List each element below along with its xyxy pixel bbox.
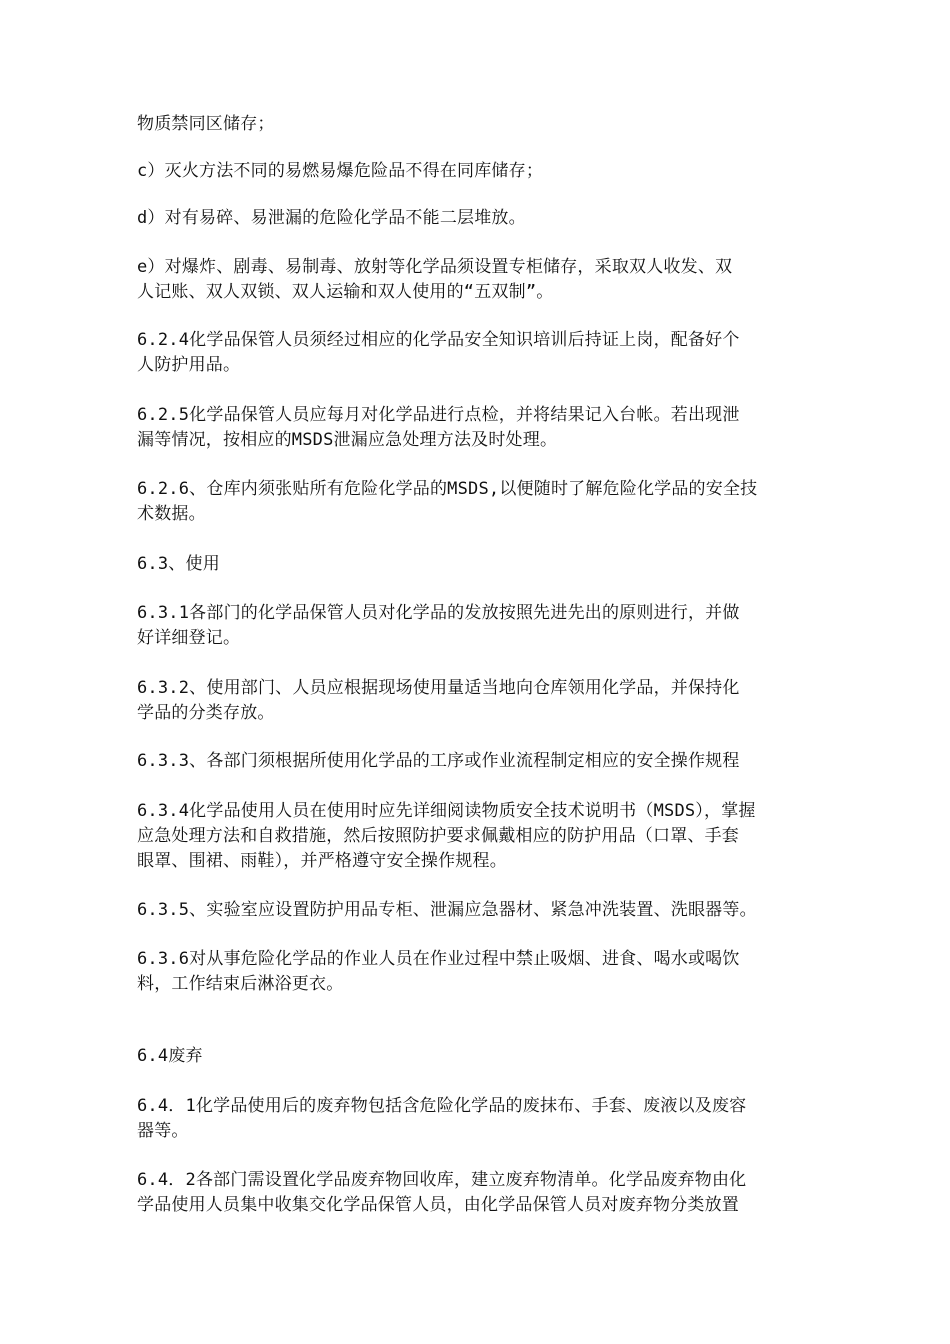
text-line: 人防护用品。 bbox=[137, 355, 241, 375]
text-line: 眼罩、围裙、雨鞋），并严格遵守安全操作规程。 bbox=[137, 851, 507, 871]
paragraph-3 bbox=[137, 206, 819, 231]
paragraph-12 bbox=[137, 799, 819, 874]
text-line: 6.3.5、实验室应设置防护用品专柜、泄漏应急器材、紧急冲洗装置、洗眼器等。 bbox=[137, 900, 757, 920]
paragraph-11 bbox=[137, 749, 819, 774]
text-line: e）对爆炸、剧毒、易制毒、放射等化学品须设置专柜储存，采取双人收发、双 bbox=[137, 257, 733, 277]
text-line: 好详细登记。 bbox=[137, 628, 241, 648]
paragraph-2 bbox=[137, 159, 819, 184]
text-line: 6.3.3、各部门须根据所使用化学品的工序或作业流程制定相应的安全操作规程 bbox=[137, 751, 740, 771]
paragraph-8 bbox=[137, 552, 819, 577]
text-line: 6.3.4化学品使用人员在使用时应先详细阅读物质安全技术说明书（MSDS），掌握 bbox=[137, 801, 756, 821]
text-line: 漏等情况，按相应的MSDS泄漏应急处理方法及时处理。 bbox=[137, 430, 558, 450]
paragraph-5 bbox=[137, 328, 819, 378]
paragraph-10 bbox=[137, 676, 819, 726]
paragraph-6 bbox=[137, 403, 819, 453]
text-line: 6.3.6对从事危险化学品的作业人员在作业过程中禁止吸烟、进食、喝水或喝饮 bbox=[137, 949, 740, 969]
paragraph-9 bbox=[137, 601, 819, 651]
text-line: 6.3.2、使用部门、人员应根据现场使用量适当地向仓库领用化学品，并保持化 bbox=[137, 678, 740, 698]
text-line: 器等。 bbox=[137, 1121, 189, 1141]
text-line: 学品的分类存放。 bbox=[137, 703, 275, 723]
text-line: c）灭火方法不同的易燃易爆危险品不得在同库储存； bbox=[137, 161, 544, 181]
paragraph-16 bbox=[137, 1094, 819, 1144]
text-line: 6.2.4化学品保管人员须经过相应的化学品安全知识培训后持证上岗，配备好个 bbox=[137, 330, 740, 350]
text-line: 6.4．2各部门需设置化学品废弃物回收库，建立废弃物清单。化学品废弃物由化 bbox=[137, 1170, 747, 1190]
paragraph-13 bbox=[137, 898, 819, 923]
text-line: 料，工作结束后淋浴更衣。 bbox=[137, 974, 344, 994]
text-line: 应急处理方法和自救措施，然后按照防护要求佩戴相应的防护用品（口罩、手套 bbox=[137, 826, 739, 846]
text-line: 6.4．1化学品使用后的废弃物包括含危险化学品的废抹布、手套、废液以及废容 bbox=[137, 1096, 747, 1116]
text-line: 物质禁同区储存； bbox=[137, 114, 275, 134]
paragraph-17 bbox=[137, 1168, 819, 1218]
paragraph-14 bbox=[137, 947, 819, 997]
paragraph-4 bbox=[137, 255, 819, 305]
paragraph-1 bbox=[137, 112, 819, 137]
text-line: 人记账、双人双锁、双人运输和双人使用的“五双制”。 bbox=[137, 282, 554, 302]
paragraph-15 bbox=[137, 1044, 819, 1069]
text-line: d）对有易碎、易泄漏的危险化学品不能二层堆放。 bbox=[137, 208, 526, 228]
text-line: 6.2.6、仓库内须张贴所有危险化学品的MSDS,以便随时了解危险化学品的安全技 bbox=[137, 479, 758, 499]
text-line: 6.3、使用 bbox=[137, 554, 220, 574]
text-line: 6.2.5化学品保管人员应每月对化学品进行点检，并将结果记入台帐。若出现泄 bbox=[137, 405, 740, 425]
text-line: 6.3.1各部门的化学品保管人员对化学品的发放按照先进先出的原则进行，并做 bbox=[137, 603, 740, 623]
text-line: 学品使用人员集中收集交化学品保管人员，由化学品保管人员对废弃物分类放置 bbox=[137, 1195, 739, 1215]
text-line: 术数据。 bbox=[137, 504, 206, 524]
paragraph-7 bbox=[137, 477, 819, 527]
text-line: 6.4废弃 bbox=[137, 1046, 203, 1066]
